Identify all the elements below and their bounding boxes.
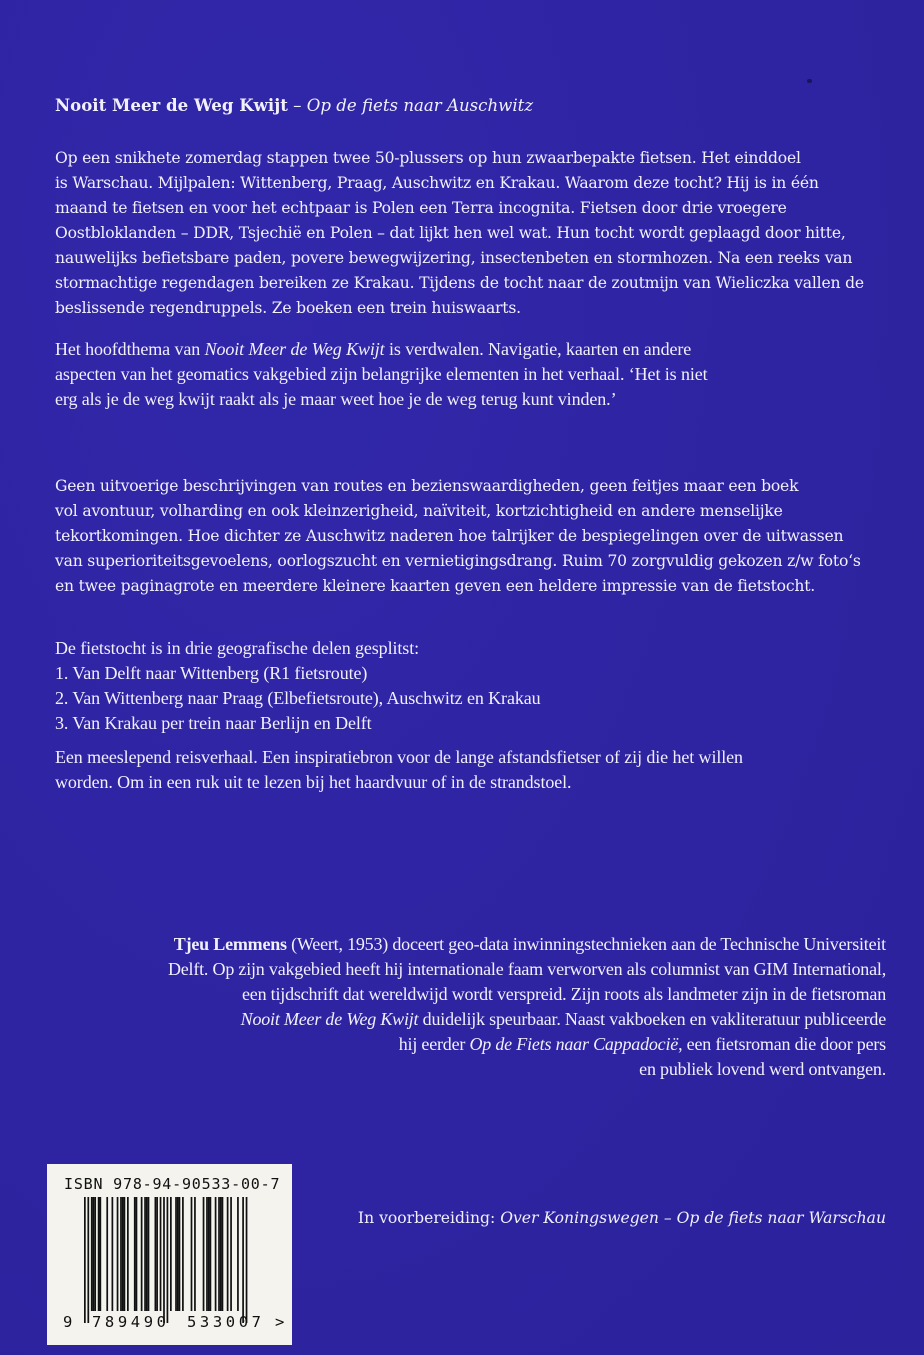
barcode-bar bbox=[227, 1197, 229, 1311]
barcode-bar bbox=[99, 1197, 101, 1311]
barcode-bar bbox=[206, 1197, 208, 1311]
barcode-bar bbox=[210, 1197, 212, 1311]
forthcoming-label: In voorbereiding: bbox=[357, 1209, 501, 1227]
text-span: (Weert, 1953) doceert geo-data inwinningstechnieken aan de Technische Universiteit bbox=[286, 934, 886, 954]
barcode-bar bbox=[242, 1197, 244, 1323]
barcode-bar bbox=[84, 1197, 86, 1323]
text-line: van superioriteitsgevoelens, oorlogszucht en vernietigingsdrang. Ruim 70 zorgvuldig gekozen z/w foto‘s bbox=[55, 552, 861, 570]
barcode-bar bbox=[246, 1197, 248, 1323]
barcode-bar bbox=[117, 1197, 119, 1311]
barcode-bar bbox=[215, 1197, 217, 1311]
synopsis-paragraph bbox=[55, 146, 885, 321]
ean-left-group: 789490 bbox=[92, 1313, 170, 1331]
text-line: beslissende regendruppels. Ze boeken een trein huiswaarts. bbox=[55, 299, 521, 317]
text-line: maand te fietsen en voor het echtpaar is Polen een Terra incognita. Fietsen door drie vroegere bbox=[55, 199, 787, 217]
barcode-bar bbox=[106, 1197, 108, 1311]
barcode-bar bbox=[194, 1197, 196, 1311]
barcode-bar bbox=[160, 1197, 162, 1311]
barcode-bar bbox=[127, 1197, 129, 1311]
barcode-bar bbox=[112, 1197, 114, 1311]
barcode-bar bbox=[218, 1197, 220, 1311]
text-line: en twee paginagrote en meerdere kleinere kaarten geven een heldere impressie van de fietstocht. bbox=[55, 577, 816, 595]
text-line bbox=[168, 1032, 886, 1057]
title-separator: – bbox=[287, 96, 307, 115]
text-line: Geen uitvoerige beschrijvingen van routes en bezienswaardigheden, geen feitjes maar een boek bbox=[55, 477, 799, 495]
barcode-bar bbox=[148, 1197, 150, 1311]
barcode-bar bbox=[175, 1197, 177, 1311]
barcode-bar bbox=[144, 1197, 146, 1311]
text-span: Het hoofdthema van bbox=[55, 339, 205, 359]
text-line: vol avontuur, volharding en ook kleinzerigheid, naïviteit, kortzichtigheid en andere menselijke bbox=[55, 502, 783, 520]
text-line: een tijdschrift dat wereldwijd wordt verspreid. Zijn roots als landmeter zijn in de fietsroman bbox=[241, 984, 886, 1004]
book-title bbox=[55, 93, 533, 118]
route-list bbox=[55, 636, 885, 736]
text-line: en publiek lovend werd ontvangen. bbox=[639, 1059, 886, 1079]
quiet-zone-mark: > bbox=[275, 1313, 288, 1331]
barcode-bar bbox=[191, 1197, 193, 1311]
barcode-bar bbox=[222, 1197, 224, 1311]
barcode-bar bbox=[179, 1197, 181, 1311]
content-paragraph bbox=[55, 474, 885, 599]
text-span: duidelijk speurbaar. Naast vakboeken en vakliteratuur publiceerde bbox=[418, 1009, 886, 1029]
text-span: , een fietsroman die door pers bbox=[678, 1034, 886, 1054]
author-bio bbox=[168, 932, 886, 1082]
print-speck bbox=[807, 79, 812, 83]
barcode-bar bbox=[120, 1197, 122, 1311]
book-title-reference: Op de Fiets naar Cappadocië bbox=[469, 1034, 679, 1054]
title-subtitle: Op de fiets naar Auschwitz bbox=[306, 96, 534, 115]
barcode-bar bbox=[87, 1197, 89, 1323]
text-line: Een meeslepend reisverhaal. Een inspiratiebron voor de lange afstandsfietser of zij die het willen bbox=[55, 747, 743, 767]
text-line: Delft. Op zijn vakgebied heeft hij internationale faam verworven als columnist van GIM International, bbox=[167, 959, 886, 979]
barcode-bar bbox=[237, 1197, 239, 1311]
barcode-bar bbox=[91, 1197, 93, 1311]
barcode-bar bbox=[208, 1197, 210, 1311]
text-line bbox=[168, 932, 886, 957]
route-part: 3. Van Krakau per trein naar Berlijn en Delft bbox=[55, 713, 372, 733]
route-part: 1. Van Delft naar Wittenberg (R1 fietsroute) bbox=[55, 663, 368, 683]
barcode-bar bbox=[177, 1197, 179, 1311]
route-intro: De fietstocht is in drie geografische delen gesplitst: bbox=[55, 638, 419, 658]
barcode-bar bbox=[94, 1197, 96, 1311]
barcode-bar bbox=[124, 1197, 126, 1311]
barcode-bar bbox=[230, 1197, 232, 1311]
forthcoming-title bbox=[358, 1206, 886, 1231]
closing-paragraph bbox=[55, 745, 885, 795]
barcode-bar bbox=[167, 1197, 169, 1323]
text-span: hij eerder bbox=[398, 1034, 470, 1054]
text-line: stormachtige regendagen bereiken ze Krakau. Tijdens de tocht naar de zoutmijn van Wieliczka vallen de bbox=[55, 274, 864, 292]
text-line bbox=[55, 337, 885, 362]
barcode-bar bbox=[134, 1197, 136, 1311]
text-line: worden. Om in een ruk uit te lezen bij het haardvuur of in de strandstoel. bbox=[55, 772, 572, 792]
barcode-bar bbox=[146, 1197, 148, 1311]
barcode-bar bbox=[156, 1197, 158, 1311]
theme-paragraph bbox=[55, 337, 885, 412]
book-title-reference: Nooit Meer de Weg Kwijt bbox=[240, 1009, 419, 1029]
barcode-bar bbox=[141, 1197, 143, 1311]
book-title-reference: Nooit Meer de Weg Kwijt bbox=[204, 339, 385, 359]
text-line bbox=[168, 1007, 886, 1032]
isbn-barcode-label bbox=[47, 1164, 292, 1345]
ean-right-group: 533007 bbox=[187, 1313, 265, 1331]
text-line: tekortkomingen. Hoe dichter ze Auschwitz naderen hoe talrijker de bespiegelingen over de uitwassen bbox=[55, 527, 844, 545]
barcode-bar bbox=[163, 1197, 165, 1323]
text-line: Oostbloklanden – DDR, Tsjechië en Polen – dat lijkt hen wel wat. Hun tocht wordt geplaagd door hitte, bbox=[55, 224, 846, 242]
forthcoming-book: Over Koningswegen – Op de fiets naar Warschau bbox=[500, 1209, 886, 1227]
barcode-bar bbox=[170, 1197, 172, 1311]
barcode-bar bbox=[155, 1197, 157, 1311]
author-name: Tjeu Lemmens bbox=[173, 934, 287, 954]
text-line: erg als je de weg kwijt raakt als je maar weet hoe je de weg terug kunt vinden.’ bbox=[55, 389, 617, 409]
barcode-bar bbox=[220, 1197, 222, 1311]
isbn-number: ISBN 978-94-90533-00-7 bbox=[64, 1175, 281, 1193]
barcode-bar bbox=[203, 1197, 205, 1311]
title-main: Nooit Meer de Weg Kwijt bbox=[55, 95, 288, 115]
ean-first-digit: 9 bbox=[63, 1313, 76, 1331]
barcode-bar bbox=[93, 1197, 95, 1311]
route-part: 2. Van Wittenberg naar Praag (Elbefietsroute), Auschwitz en Krakau bbox=[55, 688, 541, 708]
barcode-bar bbox=[136, 1197, 138, 1311]
barcode-bar bbox=[182, 1197, 184, 1311]
barcode-bar bbox=[98, 1197, 100, 1311]
text-span: is verdwalen. Navigatie, kaarten en andere bbox=[384, 339, 692, 359]
text-line: aspecten van het geomatics vakgebied zijn belangrijke elementen in het verhaal. ‘Het is niet bbox=[55, 364, 708, 384]
text-line: is Warschau. Mijlpalen: Wittenberg, Praag, Auschwitz en Krakau. Waarom deze tocht? Hij is in één bbox=[55, 174, 819, 192]
text-line: nauwelijks befietsbare paden, povere bewegwijzering, insectenbeten en stormhozen. Na een reeks van bbox=[55, 249, 853, 267]
text-line: Op een snikhete zomerdag stappen twee 50-plussers op hun zwaarbepakte fietsen. Het einddoel bbox=[55, 149, 801, 167]
barcode-bar bbox=[122, 1197, 124, 1311]
